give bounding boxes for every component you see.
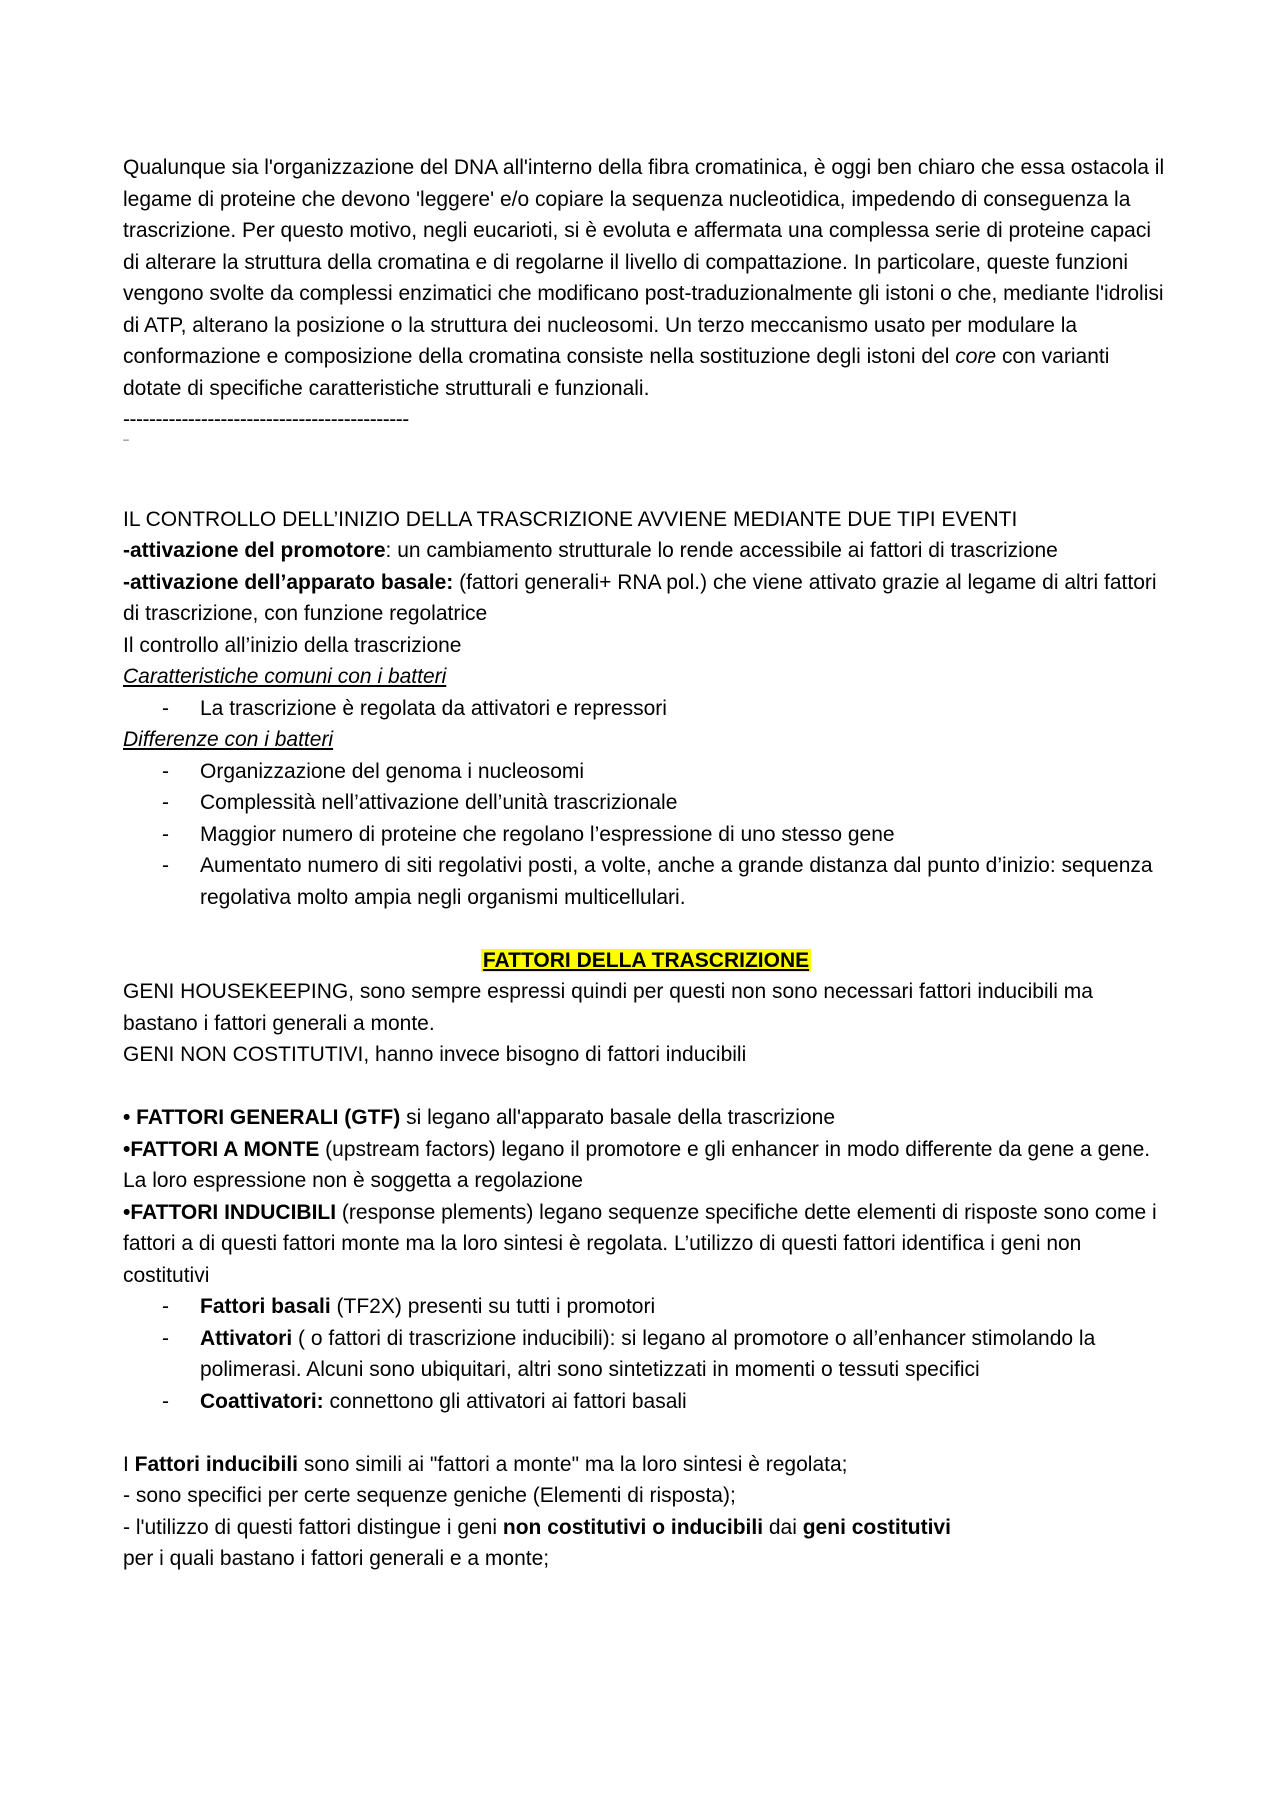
- section2-title: FATTORI DELLA TRASCRIZIONE: [482, 948, 810, 972]
- diff-list: [123, 756, 1169, 914]
- list-item: - Complessità nell’attivazione dell’unità trascrizionale: [162, 787, 1169, 819]
- list-item-text: ( o fattori di trascrizione inducibili): si legano al promotore o all’enhancer stimolando la polimerasi. Alcuni sono ubiquitari, altri sono sintetizzati in momenti o tessuti specifici: [200, 1326, 1096, 1381]
- upstream-factors-text: (upstream factors) legano il promotore e gli enhancer in modo differente da gene a gene. La loro espressione non è soggetta a regolazione: [123, 1137, 1151, 1192]
- inducible-factors: [123, 1197, 1169, 1292]
- list-item: - Aumentato numero di siti regolativi posti, a volte, anche a grande distanza dal punto d’inizio: sequenza regolativa molto ampia negli organismi multicellulari.: [162, 850, 1169, 913]
- summary-text: - l'utilizzo di questi fattori distingue i geni: [123, 1515, 503, 1539]
- list-item: [162, 1323, 1169, 1386]
- summary-text: sono simili ai "fattori a monte" ma la loro sintesi è regolata;: [298, 1452, 848, 1476]
- promoter-activation-bold: -attivazione del promotore: [123, 539, 386, 562]
- factors-list: [123, 1291, 1169, 1417]
- basal-activation-text: (fattori generali+ RNA pol.) che viene attivato grazie al legame di altri fattori di trascrizione, con funzione regolatrice: [123, 570, 1157, 625]
- list-item: - La trascrizione è regolata da attivatori e repressori: [162, 693, 1169, 725]
- common-title: Caratteristiche comuni con i batteri: [123, 665, 447, 688]
- general-factors: [123, 1102, 1169, 1134]
- list-item: [162, 1386, 1169, 1418]
- list-item-bold: Coattivatori:: [200, 1389, 324, 1413]
- housekeeping-genes: GENI HOUSEKEEPING, sono sempre espressi quindi per questi non sono necessari fattori inducibili ma bastano i fattori generali a monte.: [123, 980, 1093, 1035]
- summary-bold: non costitutivi o inducibili: [502, 1515, 764, 1539]
- list-item-text: (TF2X) presenti su tutti i promotori: [330, 1295, 656, 1318]
- general-factors-text: si legano all'apparato basale della trascrizione: [400, 1106, 836, 1129]
- control-line: Il controllo all’inizio della trascrizione: [123, 633, 462, 657]
- list-item: [162, 1291, 1169, 1323]
- inducible-factors-text: (response plements) legano sequenze specifiche dette elementi di risposte sono come i fattori a di questi fattori monte ma la loro sintesi è regolata. L’utilizzo di questi fattori identifica i geni non costitutivi: [123, 1200, 1157, 1287]
- summary-bold: geni costitutivi: [802, 1515, 951, 1539]
- section1-heading: IL CONTROLLO DELL’INIZIO DELLA TRASCRIZIONE AVVIENE MEDIANTE DUE TIPI EVENTI: [123, 507, 1018, 531]
- general-factors-bold: • FATTORI GENERALI (GTF): [123, 1106, 401, 1129]
- intro-italic-core: core: [955, 345, 997, 368]
- list-item-bold: Attivatori: [200, 1326, 293, 1350]
- upstream-factors: [123, 1134, 1169, 1197]
- intro-paragraph: [123, 152, 1169, 404]
- document-body: [123, 152, 1169, 1575]
- non-constitutive-genes: GENI NON COSTITUTIVI, hanno invece bisogno di fattori inducibili: [123, 1043, 747, 1066]
- list-item-bold: Fattori basali: [200, 1295, 331, 1318]
- summary-bold: Fattori inducibili: [134, 1452, 298, 1476]
- separator-small: --: [123, 435, 129, 446]
- promoter-activation-text: : un cambiamento strutturale lo rende accessibile ai fattori di trascrizione: [385, 539, 1058, 562]
- section2-title-line: [123, 945, 1169, 977]
- common-list: [123, 693, 1169, 725]
- inducible-summary-3: [123, 1512, 1169, 1544]
- summary-text: dai: [763, 1515, 803, 1539]
- spacer: [123, 1417, 1169, 1449]
- basal-activation: [123, 567, 1169, 630]
- intro-text-end: con varianti dotate di specifiche caratteristiche strutturali e funzionali.: [123, 345, 1110, 400]
- basal-activation-bold: -attivazione dell’apparato basale:: [123, 570, 454, 594]
- summary-text: I: [123, 1452, 135, 1476]
- diff-title: Differenze con i batteri: [123, 728, 334, 751]
- spacer: [123, 913, 1169, 945]
- intro-text: Qualunque sia l'organizzazione del DNA all'interno della fibra cromatinica, è oggi ben chiaro che essa ostacola il legame di proteine che devono 'leggere' e/o copiare la sequenza nucleotidica, impedendo di conseguenza la trascrizione. Per questo motivo, negli eucarioti, si è evoluta e affermata una complessa serie di proteine capaci di alterare la struttura della cromatina e di regolarne il livello di compattazione. In particolare, queste funzioni vengono svolte da complessi enzimatici che modificano post-traduzionalmente gli istoni o che, mediante l'idrolisi di ATP, alterano la posizione o la struttura dei nucleosomi. Un terzo meccanismo usato per modulare la conformazione e composizione della cromatina consiste nella sostituzione degli istoni del: [123, 156, 1165, 368]
- list-item: - Organizzazione del genoma i nucleosomi: [162, 756, 1169, 788]
- list-item: - Maggior numero di proteine che regolano l’espressione di uno stesso gene: [162, 819, 1169, 851]
- inducible-factors-bold: •FATTORI INDUCIBILI: [123, 1200, 337, 1224]
- separator-line: --------------------------------------------: [123, 408, 409, 431]
- inducible-summary-4: per i quali bastano i fattori generali e a monte;: [123, 1547, 550, 1570]
- promoter-activation: [123, 535, 1169, 567]
- inducible-summary-2: - sono specifici per certe sequenze geniche (Elementi di risposta);: [123, 1484, 736, 1507]
- upstream-factors-bold: •FATTORI A MONTE: [123, 1137, 320, 1161]
- spacer: [123, 1071, 1169, 1103]
- list-item-text: connettono gli attivatori ai fattori basali: [323, 1389, 687, 1413]
- inducible-summary-1: [123, 1449, 1169, 1481]
